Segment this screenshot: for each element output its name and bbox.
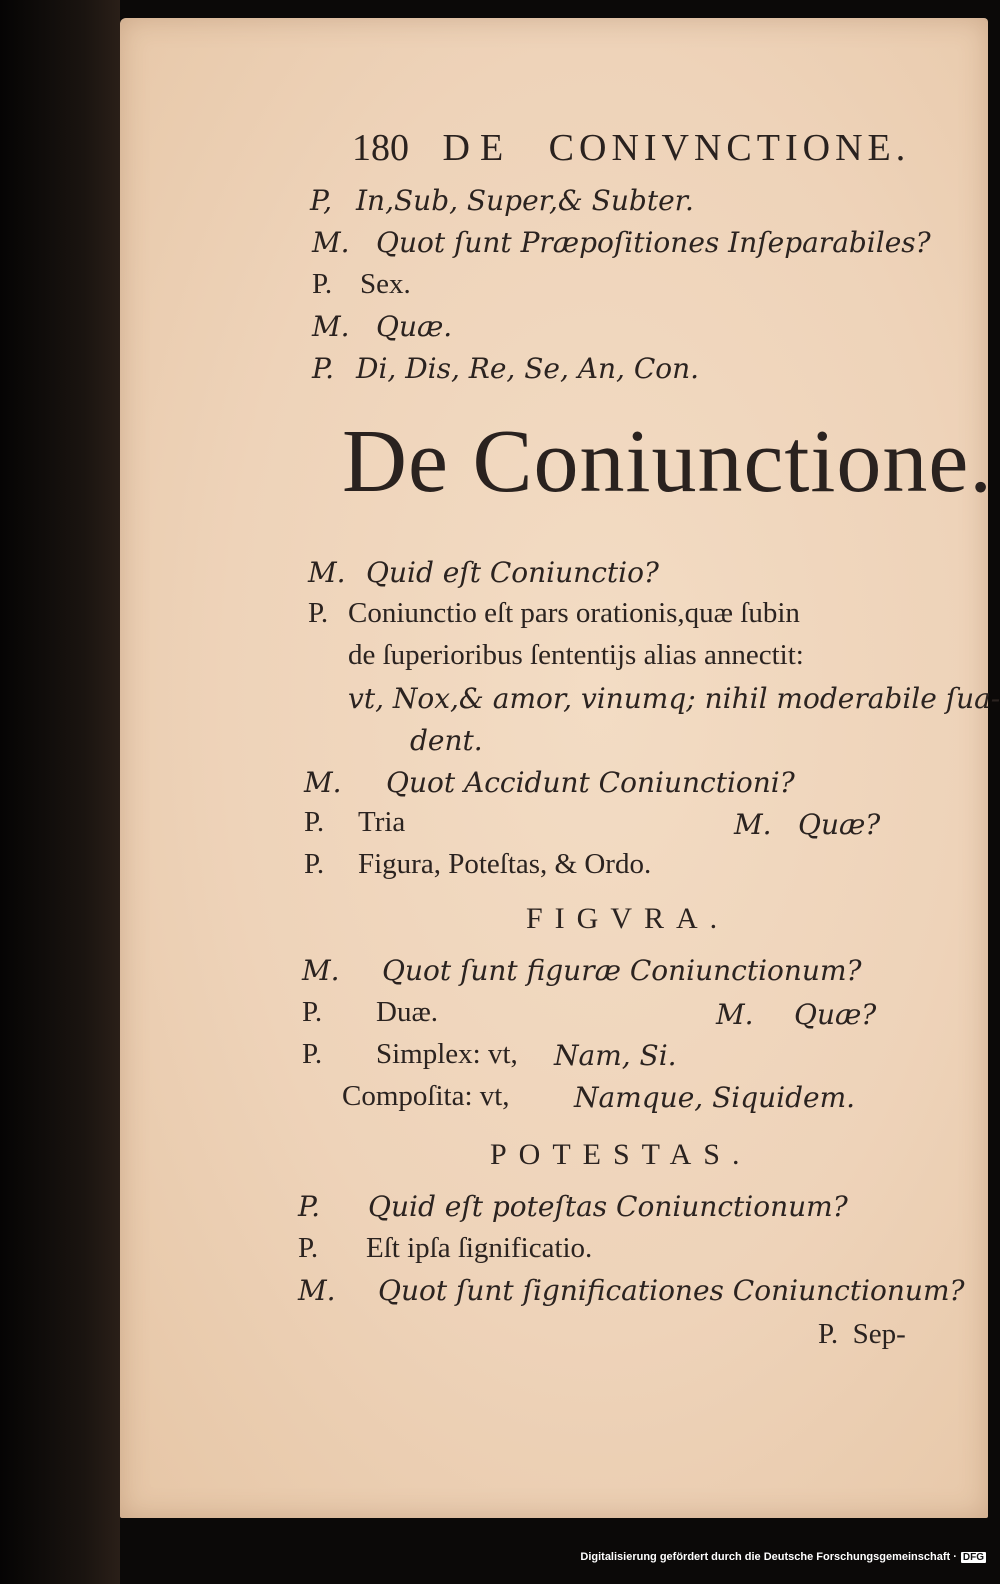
speaker-label: P.	[298, 1190, 321, 1223]
speaker-label: P.	[302, 1038, 323, 1070]
dialogue-line: Quæ?	[798, 808, 881, 841]
book-gutter	[0, 0, 120, 1584]
speaker-label: P.	[304, 806, 325, 838]
dialogue-line: Compoſita: vt,	[342, 1080, 510, 1112]
speaker-label: P,	[310, 184, 333, 217]
speaker-label: M.	[298, 1274, 336, 1307]
running-title-coniunctione: CONIVNCTIONE.	[548, 127, 911, 169]
dialogue-line: Eſt ipſa ſignificatio.	[366, 1232, 593, 1264]
running-header	[352, 126, 910, 170]
speaker-label: P.	[302, 996, 323, 1028]
speaker-label: M.	[734, 808, 772, 841]
speaker-label: M.	[304, 766, 342, 799]
dialogue-line: Quot ſunt ſignificationes Coniunctionum?	[378, 1274, 965, 1307]
dialogue-line: Coniunctio eſt pars orationis,quæ ſubin	[348, 597, 800, 629]
dialogue-line: Simplex: vt,	[376, 1038, 518, 1070]
dialogue-line: Duæ.	[376, 996, 439, 1028]
dialogue-line: Namque, Siquidem.	[574, 1081, 856, 1114]
dialogue-line: Sex.	[360, 268, 411, 300]
footer-credit: Digitalisierung gefördert durch die Deutsche Forschungsgemeinschaft ·	[580, 1551, 957, 1563]
speaker-label: M.	[302, 954, 340, 987]
speaker-label: P.	[308, 597, 329, 629]
running-title-de: DE	[442, 127, 514, 169]
page-number: 180	[352, 127, 409, 169]
digitization-footer	[580, 1551, 986, 1563]
section-heading-figura: FIGVRA.	[526, 902, 730, 935]
speaker-label: P.	[298, 1232, 319, 1264]
dialogue-line: Di, Dis, Re, Se, An, Con.	[356, 352, 700, 385]
speaker-label: P.	[312, 268, 333, 300]
dialogue-line: Quid eſt poteſtas Coniunctionum?	[368, 1190, 848, 1223]
dialogue-line: Quæ.	[376, 310, 453, 343]
dialogue-line: In,Sub, Super,& Subter.	[356, 184, 694, 217]
dialogue-line: Tria	[358, 806, 406, 838]
speaker-label: P.	[304, 848, 325, 880]
dialogue-line: Quot ſunt Præpoſitiones Inſeparabiles?	[376, 226, 931, 259]
dialogue-line: Quid eſt Coniunctio?	[366, 556, 659, 589]
dialogue-line: vt, Nox,& amor, vinumq; nihil moderabile ſua-	[348, 682, 1000, 715]
catchword: P. Sep-	[818, 1318, 906, 1350]
speaker-label: P.	[312, 352, 335, 385]
dfg-logo: DFG	[962, 1551, 984, 1563]
speaker-label: M.	[312, 226, 350, 259]
dialogue-line: dent.	[410, 724, 483, 757]
chapter-title: De Coniunctione.	[342, 412, 993, 511]
dialogue-line: Figura, Poteſtas, & Ordo.	[358, 848, 652, 880]
dialogue-line: Nam, Si.	[554, 1039, 677, 1072]
dialogue-line: Quot Accidunt Coniunctioni?	[386, 766, 795, 799]
section-heading-potestas: POTESTAS.	[490, 1138, 752, 1171]
speaker-label: M.	[312, 310, 350, 343]
speaker-label: M.	[716, 998, 754, 1031]
dialogue-line: Quæ?	[794, 998, 877, 1031]
dialogue-line: de ſuperioribus ſententijs alias annectit:	[348, 639, 804, 671]
dialogue-line: Quot ſunt figuræ Coniunctionum?	[382, 954, 862, 987]
speaker-label: M.	[308, 556, 346, 589]
